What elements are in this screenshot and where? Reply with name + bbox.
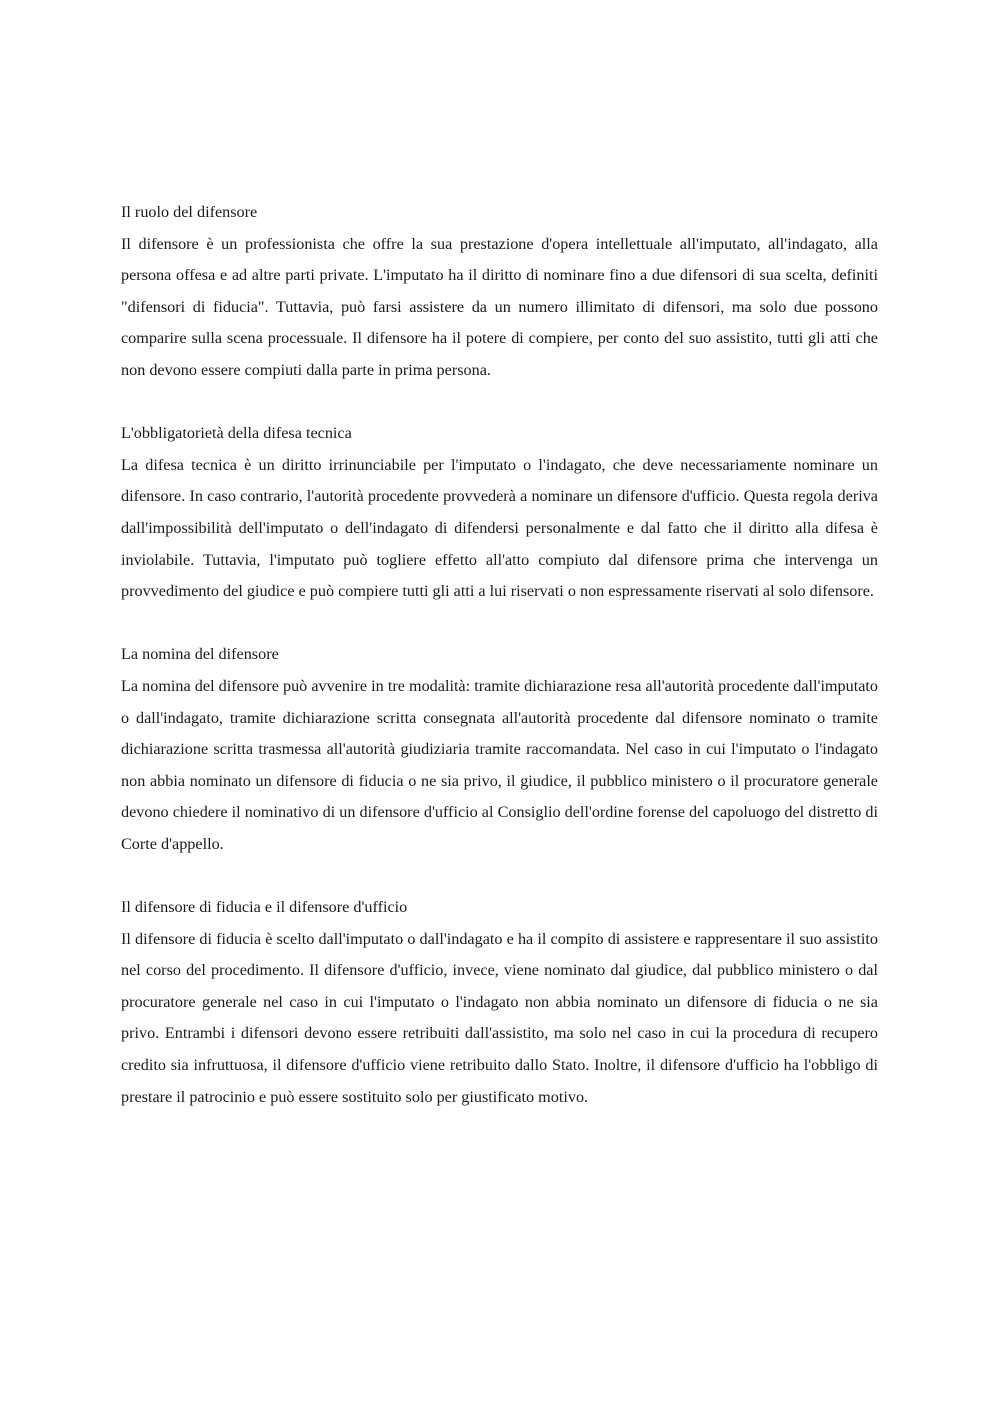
section-ruolo-difensore — [121, 197, 878, 387]
section-paragraph: Il difensore di fiducia è scelto dall'imputato o dall'indagato e ha il compito di assistere e rappresentare il suo assistito nel corso del procedimento. Il difensore d'ufficio, invece, viene nominato dal giudice, dal pubblico ministero o dal procuratore generale nel caso in cui l'imputato o l'indagato non abbia nominato un difensore di fiducia o ne sia privo. Entrambi i difensori devono essere retribuiti dall'assistito, ma solo nel caso in cui la procedura di recupero credito sia infruttuosa, il difensore d'ufficio viene retribuito dallo Stato. Inoltre, il difensore d'ufficio ha l'obbligo di prestare il patrocinio e può essere sostituito solo per giustificato motivo. — [121, 929, 878, 1106]
section-paragraph: Il difensore è un professionista che offre la sua prestazione d'opera intellettuale all'imputato, all'indagato, alla persona offesa e ad altre parti private. L'imputato ha il diritto di nominare fino a due difensori di sua scelta, definiti "difensori di fiducia". Tuttavia, può farsi assistere da un numero illimitato di difensori, ma solo due possono comparire sulla scena processuale. Il difensore ha il potere di compiere, per conto del suo assistito, tutti gli atti che non devono essere compiuti dalla parte in prima persona. — [121, 234, 878, 379]
section-paragraph: La difesa tecnica è un diritto irrinunciabile per l'imputato o l'indagato, che deve necessariamente nominare un difensore. In caso contrario, l'autorità procedente provvederà a nominare un difensore d'ufficio. Questa regola deriva dall'impossibilità dell'imputato o dell'indagato di difendersi personalmente e dal fatto che il diritto alla difesa è inviolabile. Tuttavia, l'imputato può togliere effetto all'atto compiuto dal difensore prima che intervenga un provvedimento del giudice e può compiere tutti gli atti a lui riservati o non espressamente riservati al solo difensore. — [121, 455, 878, 601]
section-fiducia-ufficio — [121, 892, 878, 1113]
document-body — [121, 197, 878, 1145]
section-title: L'obbligatorietà della difesa tecnica — [121, 424, 352, 443]
section-title: Il ruolo del difensore — [121, 203, 258, 221]
section-title: La nomina del difensore — [121, 645, 279, 664]
section-nomina-difensore — [121, 639, 878, 860]
section-obbligatorieta-difesa — [121, 418, 878, 608]
section-title: Il difensore di fiducia e il difensore d'ufficio — [121, 898, 408, 917]
section-paragraph: La nomina del difensore può avvenire in tre modalità: tramite dichiarazione resa all'autorità procedente dall'imputato o dall'indagato, tramite dichiarazione scritta consegnata all'autorità procedente dal difensore nominato o tramite dichiarazione scritta trasmessa all'autorità giudiziaria tramite raccomandata. Nel caso in cui l'imputato o l'indagato non abbia nominato un difensore di fiducia o ne sia privo, il giudice, il pubblico ministero o il procuratore generale devono chiedere il nominativo di un difensore d'ufficio al Consiglio dell'ordine forense del capoluogo del distretto di Corte d'appello. — [121, 676, 878, 853]
